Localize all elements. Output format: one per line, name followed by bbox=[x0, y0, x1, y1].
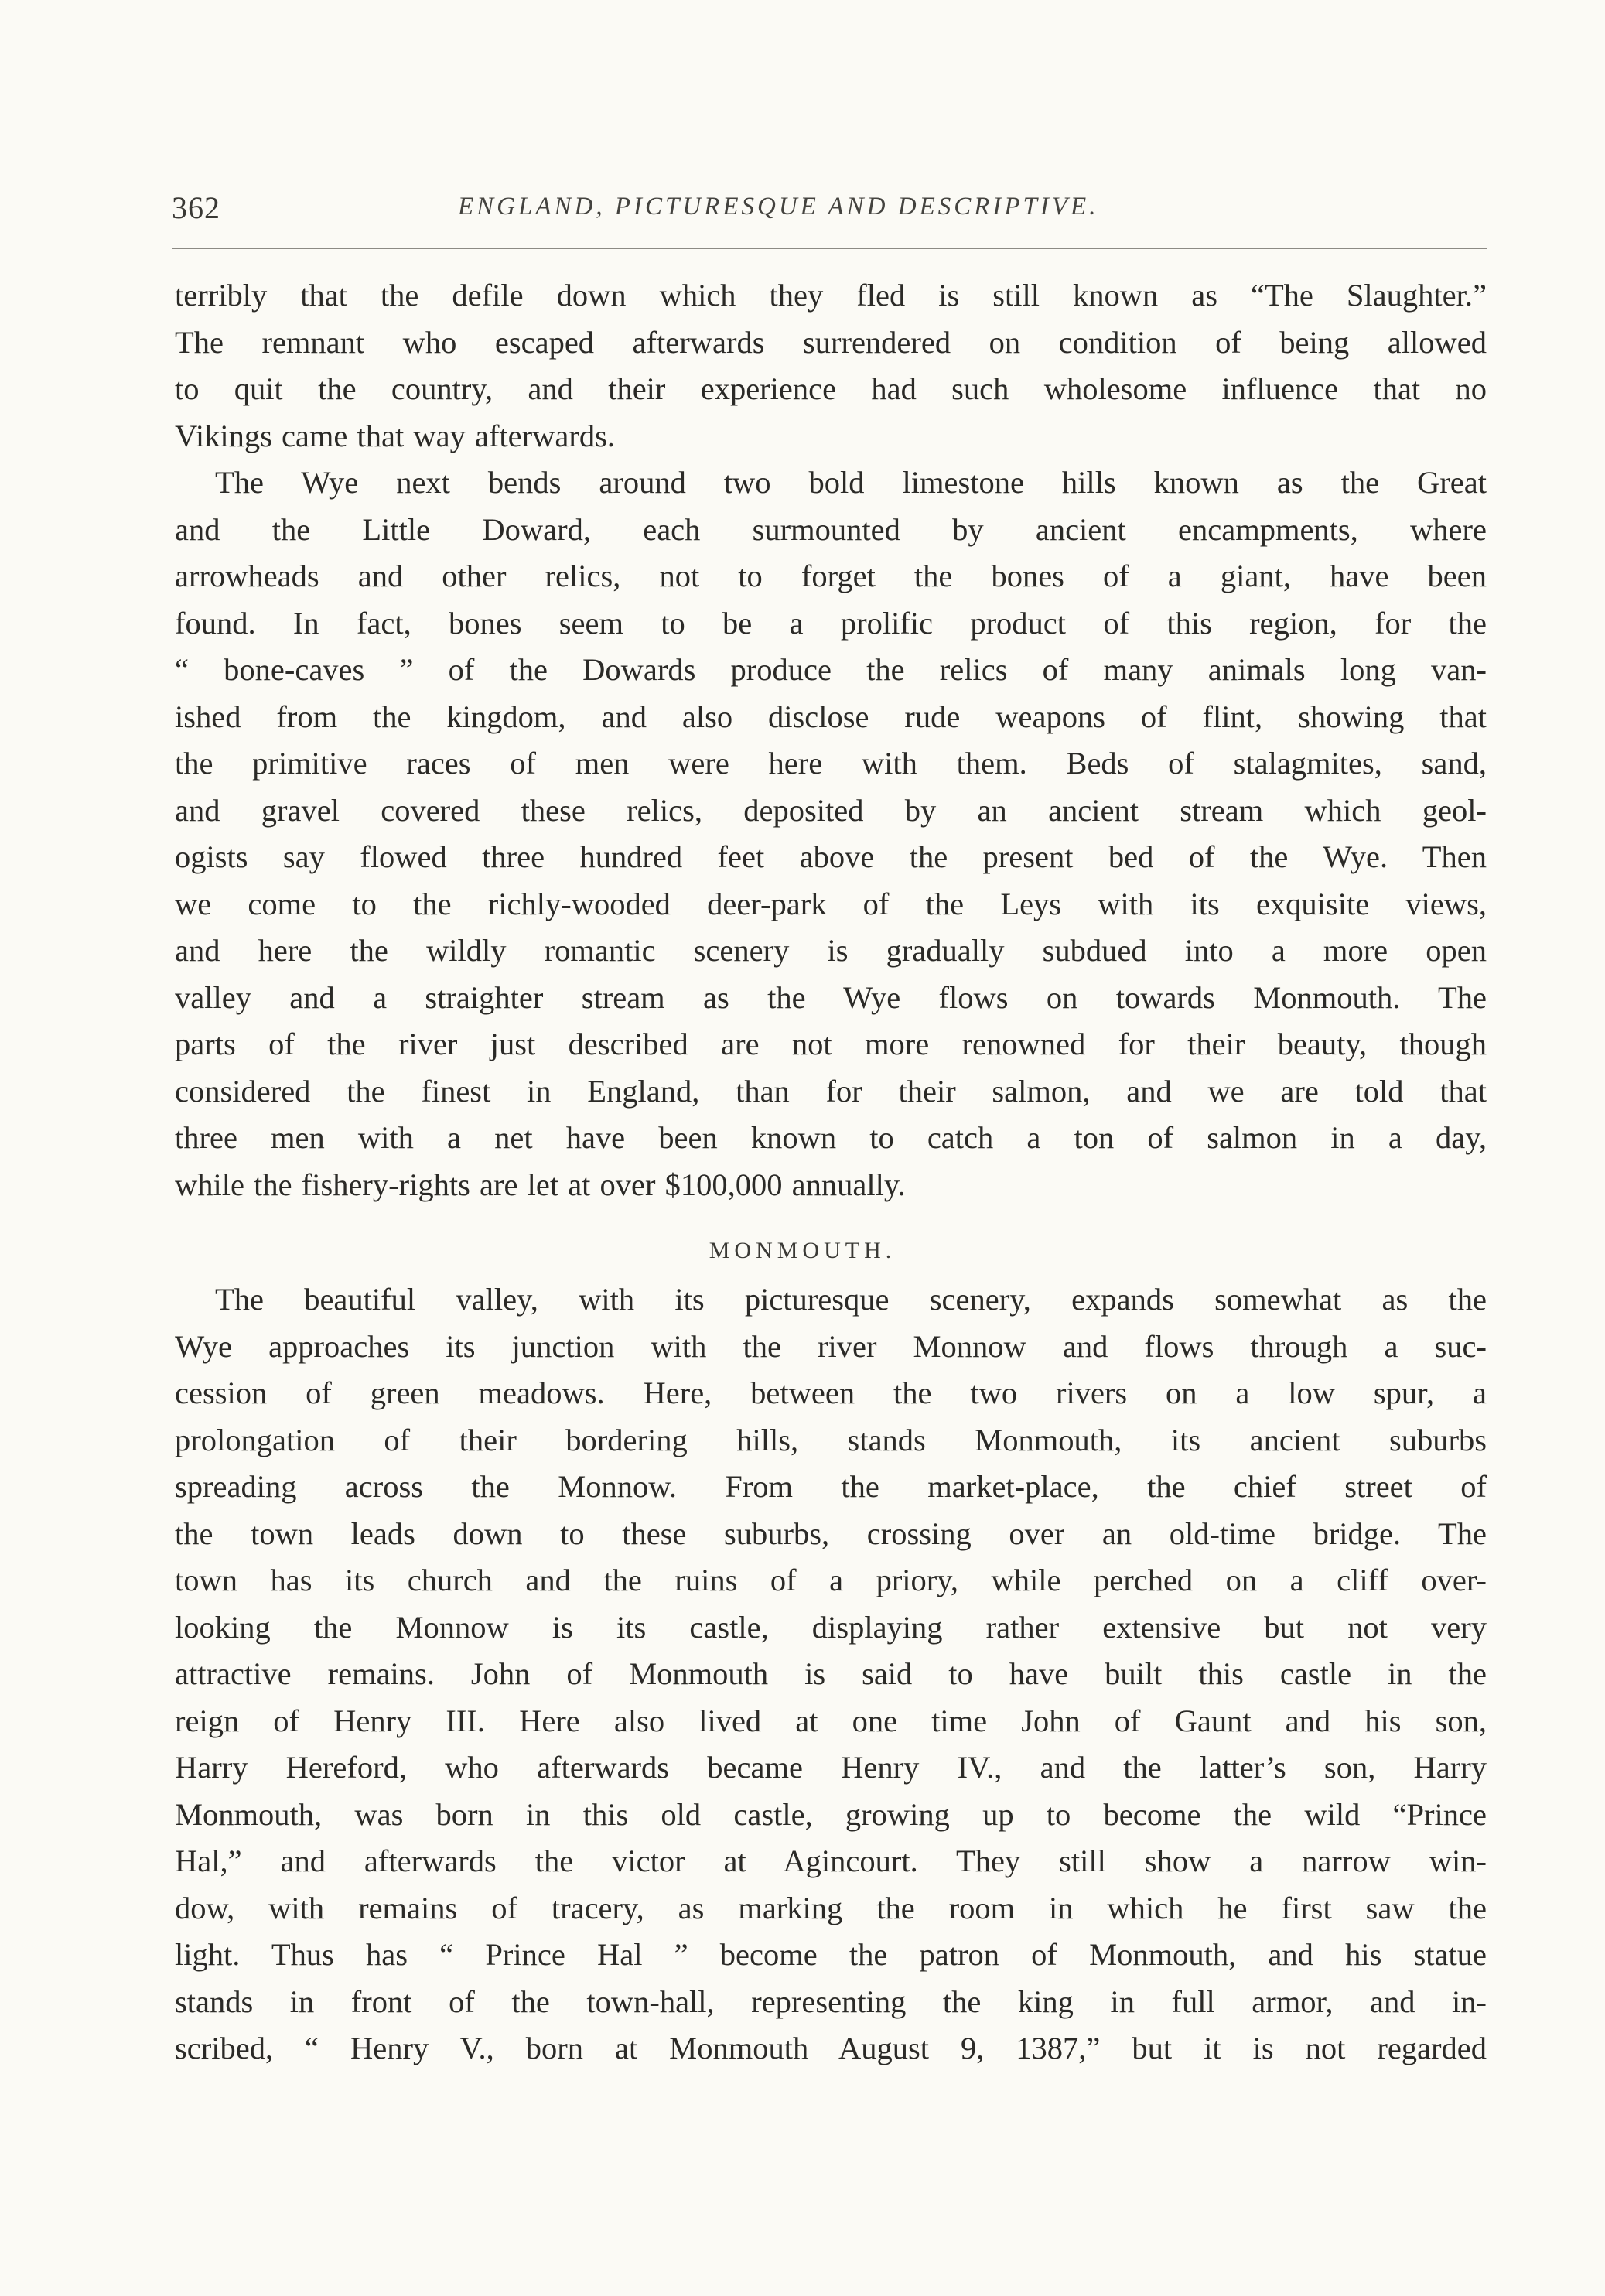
text-line: Monmouth, was born in this old castle, growing up to become the wild “Prince bbox=[175, 1796, 1487, 1832]
text-line: cession of green meadows. Here, between the two rivers on a low spur, a bbox=[175, 1375, 1487, 1410]
text-line: spreading across the Monnow. From the market-place, the chief street of bbox=[175, 1469, 1487, 1504]
text-line: prolongation of their bordering hills, stands Monmouth, its ancient suburbs bbox=[175, 1422, 1487, 1457]
text-line: light. Thus has “ Prince Hal ” become the patron of Monmouth, and his statue bbox=[175, 1937, 1487, 1972]
text-line: terribly that the defile down which they fled is still known as “The Slaughter.” bbox=[175, 278, 1487, 313]
text-line: ished from the kingdom, and also disclose rude weapons of flint, showing that bbox=[175, 699, 1487, 734]
paragraph-3 bbox=[175, 1276, 1487, 2072]
section-heading: MONMOUTH. bbox=[709, 1238, 896, 1263]
text-line: and here the wildly romantic scenery is gradually subdued into a more open bbox=[175, 933, 1487, 968]
text-line: “ bone-caves ” of the Dowards produce the relics of many animals long van- bbox=[175, 652, 1487, 687]
text-line: Wye approaches its junction with the river Monnow and flows through a suc- bbox=[175, 1328, 1487, 1364]
paragraph-1 bbox=[175, 272, 1487, 460]
text-line: Harry Hereford, who afterwards became Henry IV., and the latter’s son, Harry bbox=[175, 1750, 1487, 1785]
text-line: valley and a straighter stream as the Wye flows on towards Monmouth. The bbox=[175, 979, 1487, 1015]
running-title: ENGLAND, PICTURESQUE AND DESCRIPTIVE. bbox=[458, 193, 1099, 220]
text-line: three men with a net have been known to catch a ton of salmon in a day, bbox=[175, 1120, 1487, 1155]
running-head bbox=[172, 190, 1487, 236]
text-line: Hal,” and afterwards the victor at Agincourt. They still show a narrow win- bbox=[175, 1843, 1487, 1878]
text-line: stands in front of the town-hall, representing the king in full armor, and in- bbox=[175, 1983, 1487, 2019]
text-line: to quit the country, and their experience had such wholesome influence that no bbox=[175, 371, 1487, 406]
text-line: ogists say flowed three hundred feet above the present bed of the Wye. Then bbox=[175, 839, 1487, 874]
page-number: 362 bbox=[172, 190, 220, 225]
text-line: town has its church and the ruins of a priory, while perched on a cliff over- bbox=[175, 1563, 1487, 1597]
text-block-upper bbox=[175, 272, 1487, 1208]
text-line: attractive remains. John of Monmouth is said to have built this castle in the bbox=[175, 1656, 1487, 1691]
text-line: looking the Monnow is its castle, displaying rather extensive but not very bbox=[175, 1609, 1487, 1645]
text-line: found. In fact, bones seem to be a prolific product of this region, for the bbox=[175, 605, 1487, 641]
text-line: reign of Henry III. Here also lived at one time John of Gaunt and his son, bbox=[175, 1703, 1487, 1738]
header-rule bbox=[172, 248, 1487, 249]
text-line: considered the finest in England, than for their salmon, and we are told that bbox=[175, 1073, 1487, 1109]
text-line: scribed, “ Henry V., born at Monmouth August 9, 1387,” but it is not regarded bbox=[175, 2031, 1487, 2065]
text-line: The remnant who escaped afterwards surrendered on condition of being allowed bbox=[175, 324, 1487, 360]
text-line: the primitive races of men were here with them. Beds of stalagmites, sand, bbox=[175, 746, 1487, 781]
text-line: parts of the river just described are not more renowned for their beauty, though bbox=[175, 1027, 1487, 1061]
text-block-lower bbox=[175, 1276, 1487, 2072]
text-line: Vikings came that way afterwards. bbox=[175, 418, 615, 453]
text-line: dow, with remains of tracery, as marking the room in which he first saw the bbox=[175, 1890, 1487, 1925]
text-line: while the fishery-rights are let at over $100,000 annually. bbox=[175, 1167, 906, 1202]
paragraph-2 bbox=[175, 460, 1487, 1208]
text-line: the town leads down to these suburbs, crossing over an old-time bridge. The bbox=[175, 1515, 1487, 1551]
text-line: The Wye next bends around two bold limestone hills known as the Great bbox=[215, 465, 1487, 500]
text-line: arrowheads and other relics, not to forget the bones of a giant, have been bbox=[175, 559, 1487, 593]
text-line: The beautiful valley, with its picturesque scenery, expands somewhat as the bbox=[215, 1282, 1487, 1317]
text-line: we come to the richly-wooded deer-park of the Leys with its exquisite views, bbox=[175, 886, 1487, 921]
text-line: and the Little Doward, each surmounted by ancient encampments, where bbox=[175, 511, 1487, 547]
text-line: and gravel covered these relics, deposited by an ancient stream which geol- bbox=[175, 792, 1487, 828]
